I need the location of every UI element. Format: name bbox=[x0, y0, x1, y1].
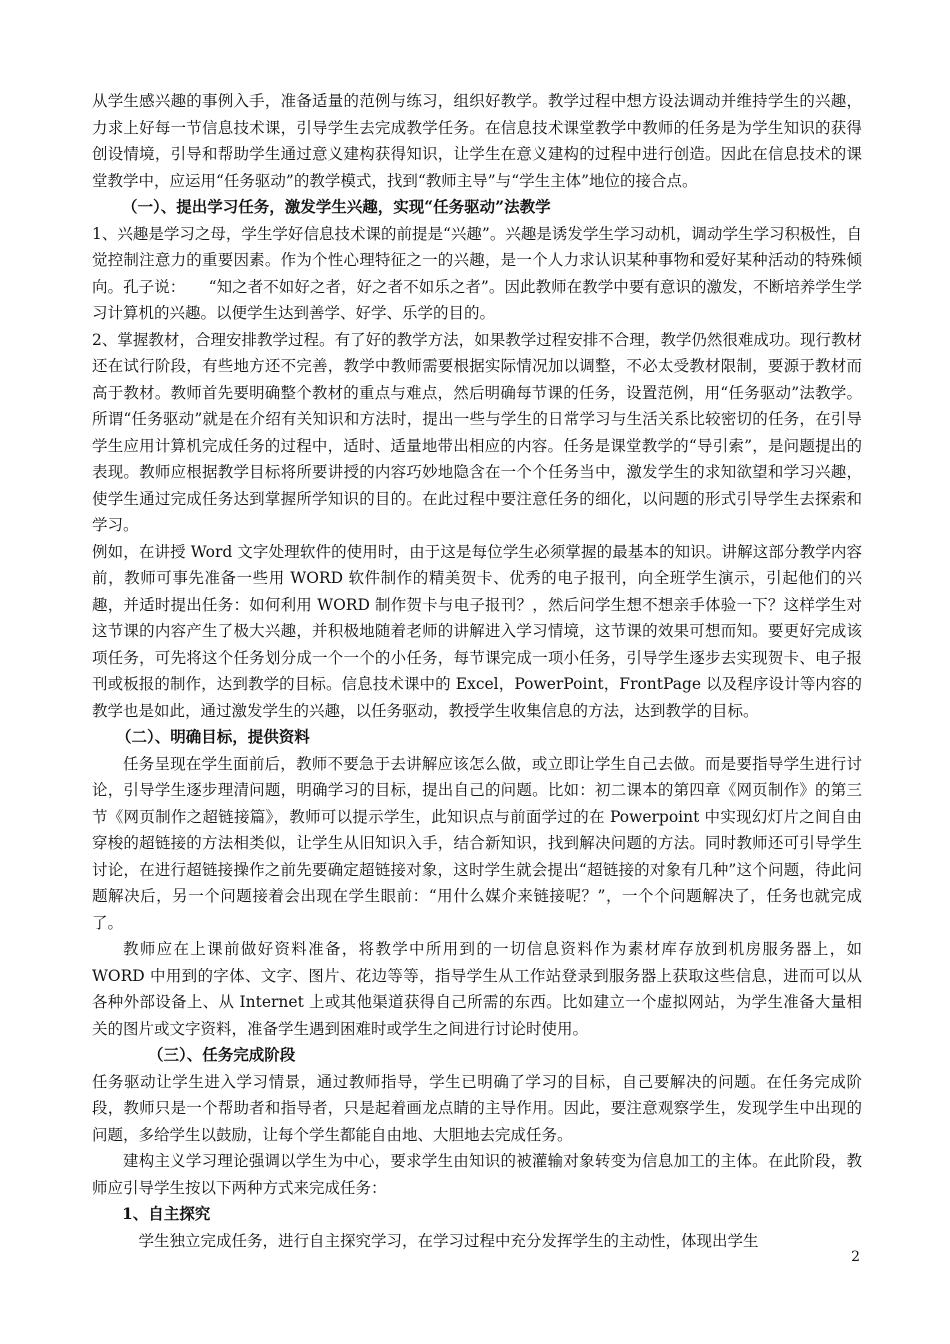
body-paragraph-7: 任务驱动让学生进入学习情景，通过教师指导，学生已明确了学习的目标，自己要解决的问题。在任务完成阶段，教师只是一个帮助者和指导者，只是起着画龙点睛的主导作用。因此，要注意观察学生，发现学生中出现的问题，多给学生以鼓励，让每个学生都能自由地、大胆地去完成任务。 bbox=[92, 1072, 862, 1144]
section-heading-3: （三）、任务完成阶段 bbox=[148, 1045, 296, 1064]
body-paragraph-6: 教师应在上课前做好资料准备，将教学中所用到的一切信息资料作为素材库存放到机房服务器上，如 WORD 中用到的字体、文字、图片、花边等等，指导学生从工作站登录到服务器上获取这些信息，进而可以从各种外部设备上、从 Internet 上或其他渠道获得自己所需的东西。比如建立一个虚拟网站，为学生准备大量相关的图片或文字资料，准备学生遇到困难时或学生之间进行讨论时使用。 bbox=[92, 940, 862, 1038]
section-heading-1: （一）、提出学习任务，激发学生兴趣，实现“任务驱动”法教学 bbox=[122, 197, 551, 216]
body-paragraph-8: 建构主义学习理论强调以学生为中心，要求学生由知识的被灌输对象转变为信息加工的主体。在此阶段，教师应引导学生按以下两种方式来完成任务： bbox=[92, 1152, 862, 1197]
body-paragraph-4: 例如，在讲授 Word 文字处理软件的使用时，由于这是每位学生必须掌握的最基本的知识。讲解这部分教学内容前，教师可事先准备一些用 WORD 软件制作的精美贺卡、优秀的电子报刊，向全班学生演示，引起他们的兴趣，并适时提出任务：如何利用 WORD 制作贺卡与电子报刊？，然后问学生想不想亲手体验一下？这样学生对这节课的内容产生了极大兴趣，并积极地随着老师的讲解进入学习情境，这节课的效果可想而知。要更好完成该项任务，可先将这个任务划分成一个一个的小任务，每节课完成一项小任务，引导学生逐步去实现贺卡、电子报刊或板报的制作，达到教学的目标。信息技术课中的 Excel，PowerPoint，FrontPage 以及程序设计等内容的教学也是如此，通过激发学生的兴趣，以任务驱动，教授学生收集信息的方法，达到教学的目标。 bbox=[92, 542, 862, 720]
body-paragraph-5: 任务呈现在学生面前后，教师不要急于去讲解应该怎么做，或立即让学生自己去做。而是要指导学生进行讨论，引导学生逐步理清问题，明确学习的目标，提出自己的问题。比如：初二课本的第四章《网页制作》的第三节《网页制作之超链接篇》，教师可以提示学生，此知识点与前面学过的在 Powerpoint 中实现幻灯片之间自由穿梭的超链接的方法相类似，让学生从旧知识入手，结合新知识，找到解决问题的方法。同时教师还可引导学生讨论，在进行超链接操作之前先要确定超链接对象，这时学生就会提出“超链接的对象有几种”这个问题，待此问题解决后，另一个问题接着会出现在学生眼前：“用什么媒介来链接呢？”，一个个问题解决了，任务也就完成了。 bbox=[92, 754, 862, 932]
body-paragraph-9: 学生独立完成任务，进行自主探究学习，在学习过程中充分发挥学生的主动性，体现出学生 bbox=[138, 1231, 759, 1250]
body-paragraph-3: 2、掌握教材，合理安排教学过程。有了好的教学方法，如果教学过程安排不合理，教学仍然很难成功。现行教材还在试行阶段，有些地方还不完善，教学中教师需要根据实际情况加以调整，不必太受教材限制，要源于教材而高于教材。教师首先要明确整个教材的重点与难点，然后明确每节课的任务，设置范例，用“任务驱动”法教学。所谓“任务驱动”就是在介绍有关知识和方法时，提出一些与学生的日常学习与生活关系比较密切的任务，在引导学生应用计算机完成任务的过程中，适时、适量地带出相应的内容。任务是课堂教学的“导引索”，是问题提出的表现。教师应根据教学目标将所要讲授的内容巧妙地隐含在一个个任务当中，激发学生的求知欲望和学习兴趣，使学生通过完成任务达到掌握所学知识的目的。在此过程中要注意任务的细化，以问题的形式引导学生去探索和学习。 bbox=[92, 330, 862, 534]
body-paragraph-1: 从学生感兴趣的事例入手，准备适量的范例与练习，组织好教学。教学过程中想方设法调动并维持学生的兴趣，力求上好每一节信息技术课，引导学生去完成教学任务。在信息技术课堂教学中教师的任务是为学生知识的获得创设情境，引导和帮助学生通过意义建构获得知识，让学生在意义建构的过程中进行创造。因此在信息技术的课堂教学中，应运用“任务驱动”的教学模式，找到“教师主导”与“学生主体”地位的接合点。 bbox=[92, 92, 862, 190]
page-number: 2 bbox=[851, 1249, 860, 1265]
subsection-heading: 1、自主探究 bbox=[122, 1204, 211, 1223]
body-paragraph-2: 1、兴趣是学习之母，学生学好信息技术课的前提是“兴趣”。兴趣是诱发学生学习动机，调动学生学习积极性，自觉控制注意力的重要因素。作为个性心理特征之一的兴趣，是一个人力求认识某种事物和爱好某种活动的特殊倾向。孔子说： “知之者不如好之者，好之者不如乐之者”。因此教师在教学中要有意识的激发，不断培养学生学习计算机的兴趣。以便学生达到善学、好学、乐学的目的。 bbox=[92, 224, 862, 322]
section-heading-2: （二）、明确目标，提供资料 bbox=[116, 727, 310, 746]
